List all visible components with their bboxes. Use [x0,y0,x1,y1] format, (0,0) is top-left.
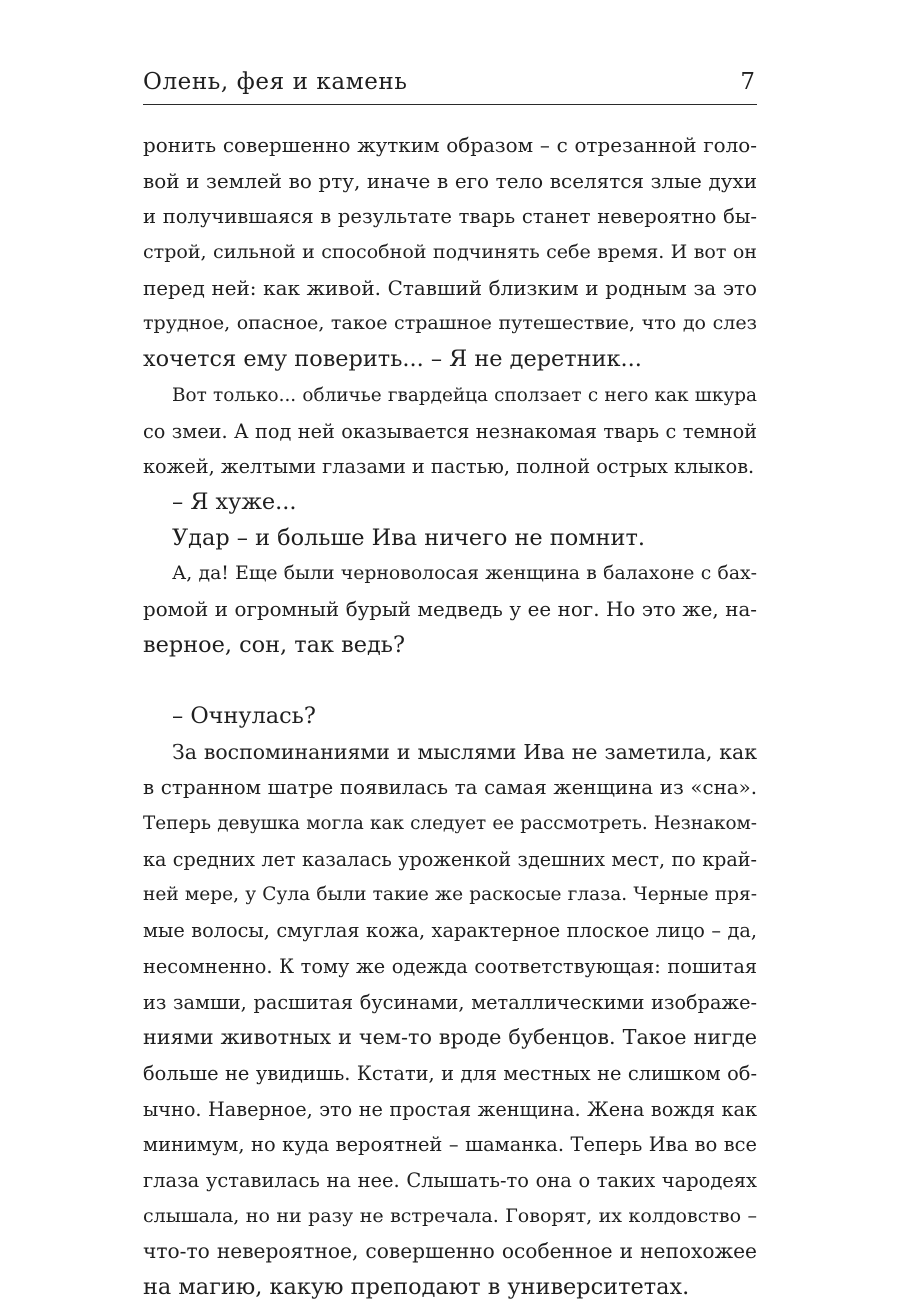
text-line: мые волосы, смуглая кожа, характерное плоское лицо – да, [143,919,757,943]
text-line: из замши, расшитая бусинами, металлическими изображе- [143,990,757,1014]
text-line: ниями животных и чем-то вроде бубенцов. Такое нигде [143,1025,757,1050]
text-line: несомненно. К тому же одежда соответствующая: пошитая [143,954,757,978]
text-line: со змеи. А под ней оказывается незнакомая тварь с темной [143,419,757,443]
text-line: – Я хуже... [172,488,297,515]
text-line: кожей, желтыми глазами и пастью, полной острых клыков. [143,455,755,479]
text-line: что-то невероятное, совершенно особенное и непохожее [143,1239,757,1264]
text-line: ронить совершенно жутким образом – с отрезанной голо- [143,134,757,157]
text-line: ромой и огромный бурый медведь у ее ног. Но это же, на- [143,597,757,621]
text-line: и получившаяся в результате тварь станет невероятно бы- [143,205,757,229]
text-line: – Очнулась? [172,703,316,729]
running-title: Олень, фея и камень [143,69,408,95]
text-line: Вот только... обличье гвардейца сползает с него как шкура [172,384,757,406]
text-line: Удар – и больше Ива ничего не помнит. [172,524,645,551]
text-line: За воспоминаниями и мыслями Ива не заметила, как [172,739,757,764]
text-line: глаза уставилась на нее. Слышать-то она о таких чародеях [143,1168,757,1192]
header-rule [143,104,757,105]
text-line: трудное, опасное, такое страшное путешествие, что до слез [143,312,757,335]
text-line: вой и землей во рту, иначе в его тело вселятся злые духи [143,168,757,193]
text-line: хочется ему поверить... – Я не деретник... [143,346,642,373]
text-line: перед ней: как живой. Ставший близким и родным за это [143,276,757,300]
text-line: А, да! Еще были черноволосая женщина в балахоне с бах- [172,563,757,585]
text-line: слышала, но ни разу не встречала. Говорят, их колдовство – [143,1204,757,1227]
text-line: верное, сон, так ведь? [143,631,405,658]
text-line: строй, сильной и способной подчинять себе время. И вот он [143,241,757,264]
text-line: Теперь девушка могла как следует ее рассмотреть. Незнаком- [143,813,757,835]
text-line: ней мере, у Сула были такие же раскосые глаза. Черные пря- [143,884,757,906]
running-head [143,66,757,98]
section-break [143,663,757,699]
text-line: на магию, какую преподают в университетах. [143,1274,690,1300]
text-line: минимум, но куда вероятней – шаманка. Теперь Ива во все [143,1133,757,1157]
text-line: ычно. Наверное, это не простая женщина. Жена вождя как [143,1097,757,1121]
text-line: в странном шатре появилась та самая женщина из «сна». [143,776,757,800]
page-number: 7 [740,69,755,95]
text-line: ка средних лет казалась уроженкой здешних мест, по край- [143,847,757,871]
text-line: больше не увидишь. Кстати, и для местных не слишком об- [143,1061,757,1085]
body-text [143,128,757,1306]
